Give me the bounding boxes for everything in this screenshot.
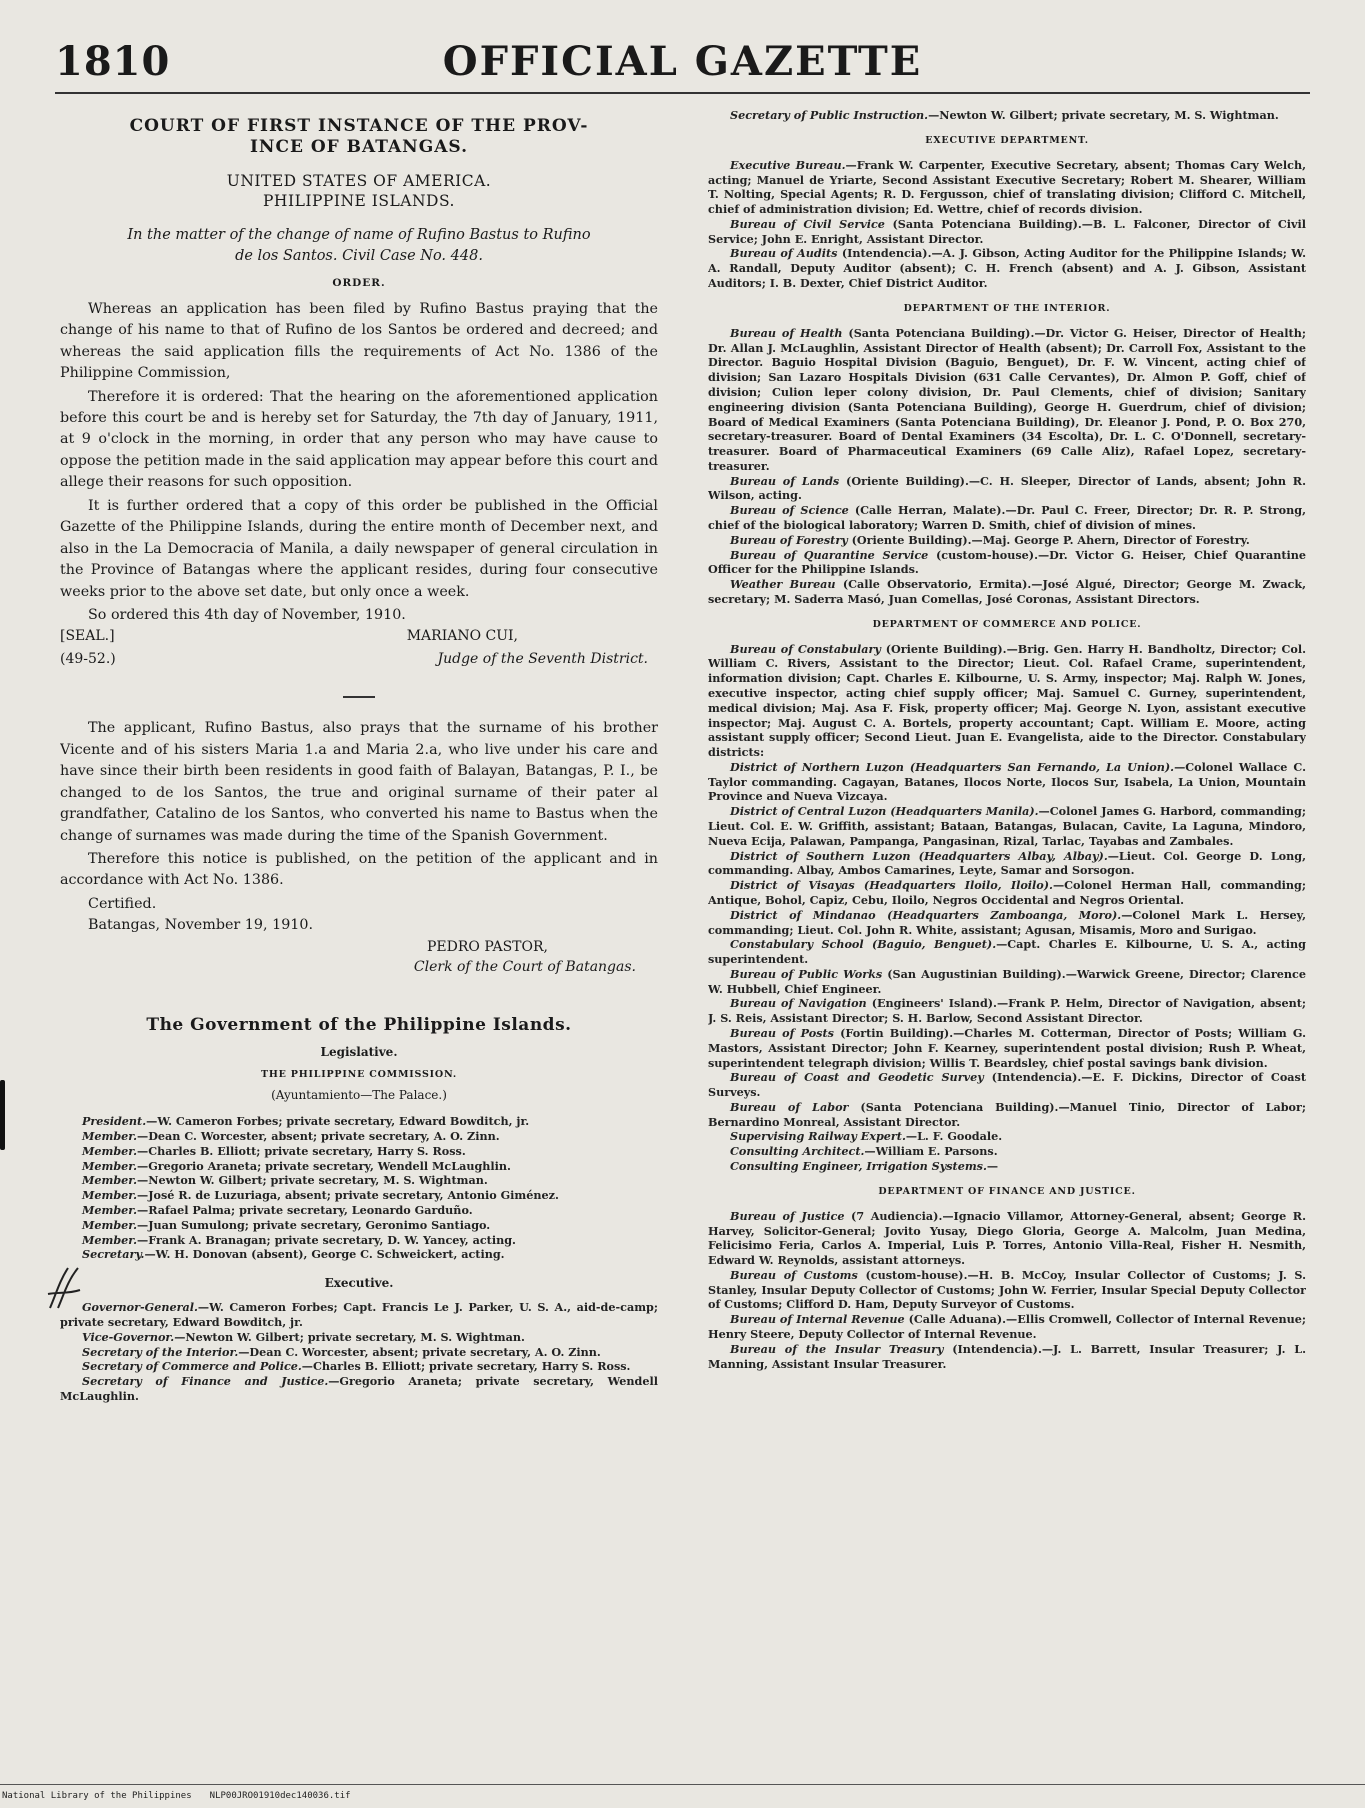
clerk-title: Clerk of the Court of Batangas. — [413, 959, 636, 976]
issue-number: (49-52.) — [60, 651, 116, 668]
list-item: Bureau of Customs (custom-house).—H. B. McCoy, Insular Collector of Customs; J. S. Stanley, Insular Deputy Collector of Customs; John W. Ferrier, Insular Special Deputy Collector of Customs; Clifford D. Ham, Deputy Surveyor of Customs. — [708, 1267, 1306, 1312]
footer-rule — [0, 1784, 1365, 1785]
file-label: NLP00JRO01910dec140036.tif — [209, 1791, 351, 1801]
list-item: Executive Bureau.—Frank W. Carpenter, Executive Secretary, absent; Thomas Cary Welch, acting; Manuel de Yriarte, Second Assistant Executive Secretary; Robert M. Shearer, William T. Nolting, Special Agents; R. D. Fergusson, chief of translating division; Clifford C. Mitchell, chief of administration division; Ed. Wettre, chief of records division. — [708, 157, 1306, 217]
list-item: Secretary of Finance and Justice.—Gregorio Araneta; private secretary, Wendell McLaughlin. — [60, 1374, 658, 1403]
list-item: Bureau of Forestry (Oriente Building).—Maj. George P. Ahern, Director of Forestry. — [730, 532, 1250, 547]
list-item: Supervising Railway Expert.—L. F. Goodale. — [730, 1129, 1003, 1144]
islands-line: PHILIPPINE ISLANDS. — [263, 191, 455, 210]
case-caption-line-2: de los Santos. Civil Case No. 448. — [235, 247, 483, 264]
executive-heading: Executive. — [324, 1276, 394, 1291]
commerce-department-heading: DEPARTMENT OF COMMERCE AND POLICE. — [872, 618, 1142, 630]
notice-paragraph-1: The applicant, Rufino Bastus, also prays that the surname of his brother Vicente and of his sisters Maria 1.a and Maria 2.a, who live under his care and have since their birth been residents in good faith of Balayan, Batangas, P. I., be changed to de los Santos, the true and original surname of their pater al grandfather, Catalino de los Santos, who converted his name to Bastus when the change of surnames was made during the time of the Spanish Government. — [60, 720, 658, 844]
executive-department-heading: EXECUTIVE DEPARTMENT. — [925, 134, 1089, 146]
header-rule — [55, 92, 1310, 94]
list-item: Weather Bureau (Calle Observatorio, Ermita).—José Algué, Director; George M. Zwack, secretary; M. Saderra Masó, Juan Comellas, José Coronas, Assistant Directors. — [708, 577, 1306, 606]
scan-edge-mark — [0, 1080, 5, 1150]
country-line: UNITED STATES OF AMERICA. — [226, 171, 492, 190]
list-item: Secretary of Commerce and Police.—Charles B. Elliott; private secretary, Harry S. Ross. — [82, 1359, 631, 1374]
order-paragraph-3: It is further ordered that a copy of this order be published in the Official Gazette of the Philippine Islands, during the entire month of December next, and also in the La Democracia of Manila, a daily newspaper of general circulation in the Province of Batangas where the applicant resides, during four consecutive weeks prior to the above set date, but only once a week. — [60, 497, 658, 600]
list-item: Constabulary School (Baguio, Benguet).—Capt. Charles E. Kilbourne, U. S. A., acting superintendent. — [708, 937, 1306, 967]
place-date-line: Batangas, November 19, 1910. — [88, 917, 314, 934]
list-item: Bureau of Lands (Oriente Building).—C. H. Sleeper, Director of Lands, absent; John R. Wilson, acting. — [708, 473, 1306, 503]
list-item: Member.—José R. de Luzuriaga, absent; private secretary, Antonio Giménez. — [82, 1188, 559, 1203]
list-item: District of Mindanao (Headquarters Zamboanga, Moro).—Colonel Mark L. Hersey, commanding; Lieut. Col. John R. White, assistant; Agusan, Misamis, Moro and Surigao. — [708, 907, 1306, 937]
list-item: Member.—Rafael Palma; private secretary, Leonardo Garduño. — [82, 1203, 473, 1218]
judge-name: MARIANO CUI, — [406, 628, 518, 645]
case-caption-line-1: In the matter of the change of name of Rufino Bastus to Rufino — [127, 226, 591, 243]
certified-line: Certified. — [88, 895, 157, 912]
list-item: Bureau of Health (Santa Potenciana Building).—Dr. Victor G. Heiser, Director of Health; Dr. Allan J. McLaughlin, Assistant Director of Health (absent); Dr. Carroll Fox, Assistant to the Director. Baguio Hospital Division (Baguio, Benguet), Dr. F. W. Vincent, acting chief of division; San Lazaro Hospitals Division (631 Calle Cervantes), Dr. Almon P. Goff, chief of division; Culion leper colony division, Dr. Paul Clements, chief of division; Sanitary engineering division (Santa Potenciana Building), George H. Guerdrum, chief of division; Board of Medical Examiners (Santa Potenciana Building), Dr. Eleanor J. Pond, P. O. Box 270, secretary-treasurer. Board of Dental Examiners (34 Escolta), Dr. L. C. O'Donnell, secretary-treasurer. Board of Pharmaceutical Examiners (69 Calle Aliz), Rafael Lopez, secretary-treasurer. — [708, 325, 1306, 473]
left-column — [60, 108, 658, 1768]
list-item: District of Central Luzon (Headquarters Manila).—Colonel James G. Harbord, commanding; Lieut. Col. E. W. Griffith, assistant; Bataan, Batangas, Bulacan, Cavite, La Laguna, Mindoro, Nueva Ecija, Palawan, Pampanga, Pangasinan, Rizal, Tarlac, Tayabas and Zambales. — [708, 804, 1306, 848]
list-item: Bureau of Audits (Intendencia).—A. J. Gibson, Acting Auditor for the Philippine Islands; W. A. Randall, Deputy Auditor (absent); C. H. French (absent) and A. J. Gibson, Assistant Auditors; I. B. Dexter, Chief District Auditor. — [708, 246, 1306, 291]
list-item: Bureau of Coast and Geodetic Survey (Intendencia).—E. F. Dickins, Director of Coast Surveys. — [708, 1070, 1306, 1100]
list-item: Consulting Architect.—William E. Parsons. — [730, 1144, 998, 1159]
interior-department-heading: DEPARTMENT OF THE INTERIOR. — [903, 302, 1111, 314]
so-ordered-line: So ordered this 4th day of November, 1910. — [88, 606, 406, 623]
list-item: District of Visayas (Headquarters Iloilo, Iloilo).—Colonel Herman Hall, commanding; Antique, Bohol, Capiz, Cebu, Iloilo, Negros Occidental and Negros Oriental. — [708, 878, 1306, 907]
case-caption — [70, 225, 648, 267]
seal-label: [SEAL.] — [60, 628, 115, 645]
list-item: Bureau of Navigation (Engineers' Island).—Frank P. Helm, Director of Navigation, absent; J. S. Reis, Assistant Director; S. H. Barlow, Second Assistant Director. — [708, 996, 1306, 1026]
handwritten-mark-icon — [46, 1264, 82, 1312]
court-title-line-2: INCE OF BATANGAS. — [249, 137, 469, 158]
list-item: Secretary of the Interior.—Dean C. Worcester, absent; private secretary, A. O. Zinn. — [82, 1344, 601, 1359]
order-paragraph-2: Therefore it is ordered: That the hearing on the aforementioned application before this court be and is hereby set for Saturday, the 7th day of January, 1911, at 9 o'clock in the morning, in order that any person who may have cause to oppose the petition made in the said application may appear before this court and allege their reasons for such opposition. — [60, 388, 658, 491]
order-paragraph-1: Whereas an application has been filed by Rufino Bastus praying that the change of his name to that of Rufino de los Santos be ordered and decreed; and whereas the said application fills the requirements of Act No. 1386 of the Philippine Commission, — [60, 300, 658, 382]
list-item: Bureau of Public Works (San Augustinian Building).—Warwick Greene, Director; Clarence W. Hubbell, Chief Engineer. — [708, 966, 1306, 996]
gazette-title: OFFICIAL GAZETTE — [442, 38, 923, 85]
library-label: National Library of the Philippines — [2, 1791, 192, 1801]
list-item: Vice-Governor.—Newton W. Gilbert; private secretary, M. S. Wightman. — [82, 1329, 525, 1344]
list-item: Bureau of Constabulary (Oriente Building).—Brig. Gen. Harry H. Bandholtz, Director; Col. William C. Rivers, Assistant to the Director; Lieut. Col. Rafael Crame, superintendent, information division; Capt. Charles E. Kilbourne, U. S. Army, inspector; Maj. Ralph W. Jones, executive inspector, acting chief supply officer; Maj. Samuel C. Gurney, superintendent, medical division; Maj. Asa F. Fisk, property officer; Maj. George N. Lyon, assistant executive inspector; Maj. August C. A. Bortels, property accountant; Capt. William E. Moore, acting assistant supply officer; Second Lieut. Juan E. Evangelista, aide to the Director. Constabulary districts: — [708, 641, 1306, 760]
list-item: District of Southern Luzon (Headquarters Albay, Albay).—Lieut. Col. George D. Long, commanding. Albay, Ambos Camarines, Leyte, Samar and Sorsogon. — [708, 848, 1306, 878]
list-item: District of Northern Luzon (Headquarters San Fernando, La Union).—Colonel Wallace C. Taylor commanding. Cagayan, Batanes, Ilocos Norte, Ilocos Sur, Isabela, La Union, Mountain Province and Nueva Vizcaya. — [708, 759, 1306, 804]
page-header — [55, 38, 1310, 90]
executive-officers — [60, 1300, 658, 1403]
list-item: Bureau of Labor (Santa Potenciana Building).—Manuel Tinio, Director of Labor; Bernardino Monreal, Assistant Director. — [708, 1099, 1306, 1129]
list-item: President.—W. Cameron Forbes; private secretary, Edward Bowditch, jr. — [82, 1114, 530, 1129]
list-item: Bureau of Civil Service (Santa Potenciana Building).—B. L. Falconer, Director of Civil Service; John E. Enright, Assistant Director. — [708, 216, 1306, 246]
section-divider — [343, 696, 375, 698]
legislative-heading: Legislative. — [320, 1045, 398, 1060]
list-item: Member.—Charles B. Elliott; private secretary, Harry S. Ross. — [82, 1143, 466, 1158]
judge-signature-row — [60, 628, 658, 651]
list-item: Bureau of Science (Calle Herran, Malate).—Dr. Paul C. Freer, Director; Dr. R. P. Strong, chief of the biological laboratory; Warren D. Smith, chief of division of mines. — [708, 503, 1306, 532]
list-item: Bureau of Quarantine Service (custom-house).—Dr. Victor G. Heiser, Chief Quarantine Officer for the Philippine Islands. — [708, 547, 1306, 577]
judge-title: Judge of the Seventh District. — [437, 651, 648, 668]
government-title: The Government of the Philippine Islands. — [146, 1015, 572, 1036]
scan-footer — [2, 1791, 351, 1801]
list-item: Member.—Gregorio Araneta; private secretary, Wendell McLaughlin. — [82, 1158, 511, 1173]
list-item: Member.—Dean C. Worcester, absent; private secretary, A. O. Zinn. — [82, 1129, 500, 1144]
list-item: Member.—Frank A. Branagan; private secretary, D. W. Yancey, acting. — [82, 1232, 516, 1247]
list-item: Member.—Juan Sumulong; private secretary, Geronimo Santiago. — [82, 1217, 491, 1232]
ayuntamiento-line: (Ayuntamiento—The Palace.) — [271, 1088, 447, 1103]
list-item: Secretary.—W. H. Donovan (absent), George C. Schweickert, acting. — [82, 1247, 505, 1262]
right-column — [708, 108, 1306, 1768]
list-item: Member.—Newton W. Gilbert; private secretary, M. S. Wightman. — [82, 1173, 488, 1188]
list-item: Governor-General.—W. Cameron Forbes; Capt. Francis Le J. Parker, U. S. A., aid-de-camp; private secretary, Edward Bowditch, jr. — [60, 1300, 658, 1329]
list-item: Consulting Engineer, Irrigation Systems.— — [730, 1159, 999, 1173]
judge-title-row — [60, 651, 658, 674]
order-heading: ORDER. — [332, 276, 386, 289]
list-item: Bureau of the Insular Treasury (Intendencia).—J. L. Barrett, Insular Treasurer; J. L. Manning, Assistant Insular Treasurer. — [708, 1341, 1306, 1371]
list-item: Bureau of Posts (Fortin Building).—Charles M. Cotterman, Director of Posts; William G. Mastors, Assistant Director; John F. Kearney, superintendent postal division; Rush P. Wheat, superintendent telegraph division; Willis T. Beardsley, chief postal savings bank division. — [708, 1025, 1306, 1070]
court-title — [60, 116, 658, 159]
public-instruction-entry: Secretary of Public Instruction.—Newton W. Gilbert; private secretary, M. S. Wightman. — [730, 108, 1279, 122]
commission-members — [60, 1114, 658, 1262]
page-number: 1810 — [55, 38, 171, 85]
list-item: Bureau of Justice (7 Audiencia).—Ignacio Villamor, Attorney-General, absent; George R. Harvey, Solicitor-General; Jovito Yusay, Diego Gloria, George A. Malcolm, Juan Medina, Felicisimo Feria, Carlos A. Imperial, Luis P. Torres, Antonio Villa-Real, Fisher H. Nesmith, Edward W. Reynolds, assistant attorneys. — [708, 1208, 1306, 1268]
commission-heading: THE PHILIPPINE COMMISSION. — [261, 1069, 457, 1081]
list-item: Bureau of Internal Revenue (Calle Aduana).—Ellis Cromwell, Collector of Internal Revenue; Henry Steere, Deputy Collector of Internal Revenue. — [708, 1312, 1306, 1342]
clerk-name: PEDRO PASTOR, — [427, 938, 548, 955]
finance-department-heading: DEPARTMENT OF FINANCE AND JUSTICE. — [878, 1185, 1136, 1197]
notice-paragraph-2: Therefore this notice is published, on the petition of the applicant and in accordance with Act No. 1386. — [60, 851, 658, 889]
court-title-line-1: COURT OF FIRST INSTANCE OF THE PROV- — [129, 116, 589, 136]
